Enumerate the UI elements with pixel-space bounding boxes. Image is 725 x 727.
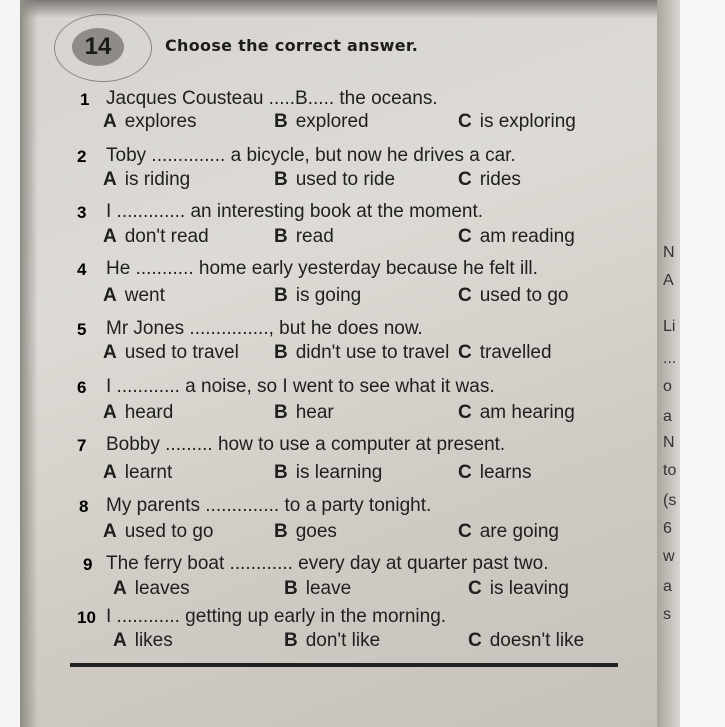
option-letter: B [284,630,298,651]
page-left-shadow [20,0,38,727]
question-text: I ............ getting up early in the morning. [106,606,447,627]
answer-option[interactable] [458,285,568,307]
question-number: 7 [77,436,87,455]
option-text: are going [479,521,559,542]
facing-page-fragment: to [663,462,677,479]
facing-page-fragment: w [663,548,675,565]
option-text: is leaving [489,578,569,599]
answer-option[interactable] [458,226,575,248]
answer-option[interactable] [113,630,173,652]
answer-option[interactable] [103,169,190,191]
option-text: is going [295,285,362,306]
question-text: My parents .............. to a party tonight. [106,495,432,516]
option-text: don't read [124,226,209,247]
question-text: Bobby ......... how to use a computer at present. [106,434,506,455]
question-number: 10 [77,608,96,627]
facing-page-fragment: ... [663,350,677,367]
answer-option[interactable] [103,342,239,364]
answer-option[interactable] [284,578,351,600]
answer-option[interactable] [274,285,361,307]
option-letter: A [103,226,117,247]
facing-page-fragment: o [663,378,672,395]
option-text: travelled [479,342,552,363]
answer-option[interactable] [274,402,334,424]
answer-option[interactable] [113,578,190,600]
facing-page-fragment: N [663,244,675,261]
answer-option[interactable] [284,630,380,652]
answer-option[interactable] [274,521,337,543]
facing-page-fragment: s [663,606,671,623]
option-text: learns [479,462,532,483]
option-text: is exploring [479,111,576,132]
question-number: 9 [83,555,93,574]
option-letter: A [103,169,117,190]
option-letter: C [458,521,472,542]
option-letter: B [284,578,298,599]
answer-option[interactable] [103,111,197,133]
exercise-number: 14 [84,33,112,60]
option-text: leave [305,578,352,599]
option-letter: B [274,462,288,483]
facing-page-fragment: A [663,272,674,289]
option-text: am hearing [479,402,575,423]
option-letter: C [458,402,472,423]
answer-option[interactable] [274,111,369,133]
answer-option[interactable] [274,169,395,191]
option-letter: C [458,111,472,132]
option-text: explores [124,111,197,132]
option-letter: A [103,462,117,483]
option-letter: B [274,285,288,306]
option-text: hear [295,402,334,423]
facing-page-fragment: (s [663,492,677,509]
bottom-rule [70,663,618,667]
option-text: explored [295,111,369,132]
answer-option[interactable] [458,342,552,364]
exercise-number-badge [72,28,124,66]
option-letter: B [274,342,288,363]
question-number: 6 [77,378,87,397]
answer-option[interactable] [458,521,559,543]
option-letter: C [468,578,482,599]
answer-option[interactable] [274,226,334,248]
question-text: Toby .............. a bicycle, but now he drives a car. [106,145,516,166]
question-number: 8 [79,497,89,516]
option-text: went [124,285,165,306]
option-text: used to go [124,521,214,542]
answer-option[interactable] [458,462,531,484]
option-letter: C [458,169,472,190]
option-text: used to go [479,285,569,306]
question-number: 1 [80,90,90,109]
option-text: am reading [479,226,575,247]
answer-option[interactable] [103,226,209,248]
option-text: didn't use to travel [295,342,450,363]
option-text: don't like [305,630,381,651]
answer-option[interactable] [103,462,172,484]
option-text: rides [479,169,521,190]
option-letter: A [103,521,117,542]
option-letter: C [458,226,472,247]
option-letter: B [274,402,288,423]
answer-option[interactable] [274,342,449,364]
option-letter: A [103,111,117,132]
exercise-instruction: Choose the correct answer. [165,36,419,55]
question-number: 2 [77,147,87,166]
question-text: The ferry boat ............ every day at quarter past two. [106,553,549,574]
option-text: used to travel [124,342,239,363]
answer-option[interactable] [468,630,584,652]
option-letter: A [103,342,117,363]
facing-page-fragment: a [663,578,672,595]
option-letter: A [113,578,127,599]
answer-option[interactable] [103,521,213,543]
option-text: is learning [295,462,383,483]
option-text: heard [124,402,174,423]
option-text: leaves [134,578,190,599]
option-letter: A [113,630,127,651]
facing-page-fragment: Li [663,318,676,335]
answer-option[interactable] [458,402,575,424]
option-letter: C [458,285,472,306]
question-number: 3 [77,203,87,222]
option-text: goes [295,521,337,542]
answer-option[interactable] [468,578,569,600]
question-text: I ............ a noise, so I went to see what it was. [106,376,495,397]
facing-page-fragment: N [663,434,675,451]
facing-page-fragment: a [663,408,672,425]
answer-option[interactable] [103,402,173,424]
option-text: doesn't like [489,630,585,651]
answer-option[interactable] [458,169,521,191]
option-text: learnt [124,462,173,483]
question-text: He ........... home early yesterday because he felt ill. [106,258,538,279]
option-letter: C [468,630,482,651]
option-letter: A [103,285,117,306]
option-letter: B [274,169,288,190]
option-text: read [295,226,334,247]
option-text: likes [134,630,173,651]
option-letter: C [458,342,472,363]
option-text: used to ride [295,169,396,190]
question-text: Jacques Cousteau .....B..... the oceans. [106,88,438,109]
option-letter: C [458,462,472,483]
question-number: 5 [77,320,87,339]
answer-option[interactable] [103,285,165,307]
answer-option[interactable] [458,111,576,133]
question-text: Mr Jones ..............., but he does now. [106,318,423,339]
option-letter: B [274,521,288,542]
option-letter: B [274,111,288,132]
answer-option[interactable] [274,462,382,484]
photo-margin [680,0,725,727]
option-text: is riding [124,169,191,190]
option-letter: B [274,226,288,247]
question-text: I ............. an interesting book at the moment. [106,201,484,222]
facing-page-fragment: 6 [663,520,672,537]
option-letter: A [103,402,117,423]
question-number: 4 [77,260,87,279]
